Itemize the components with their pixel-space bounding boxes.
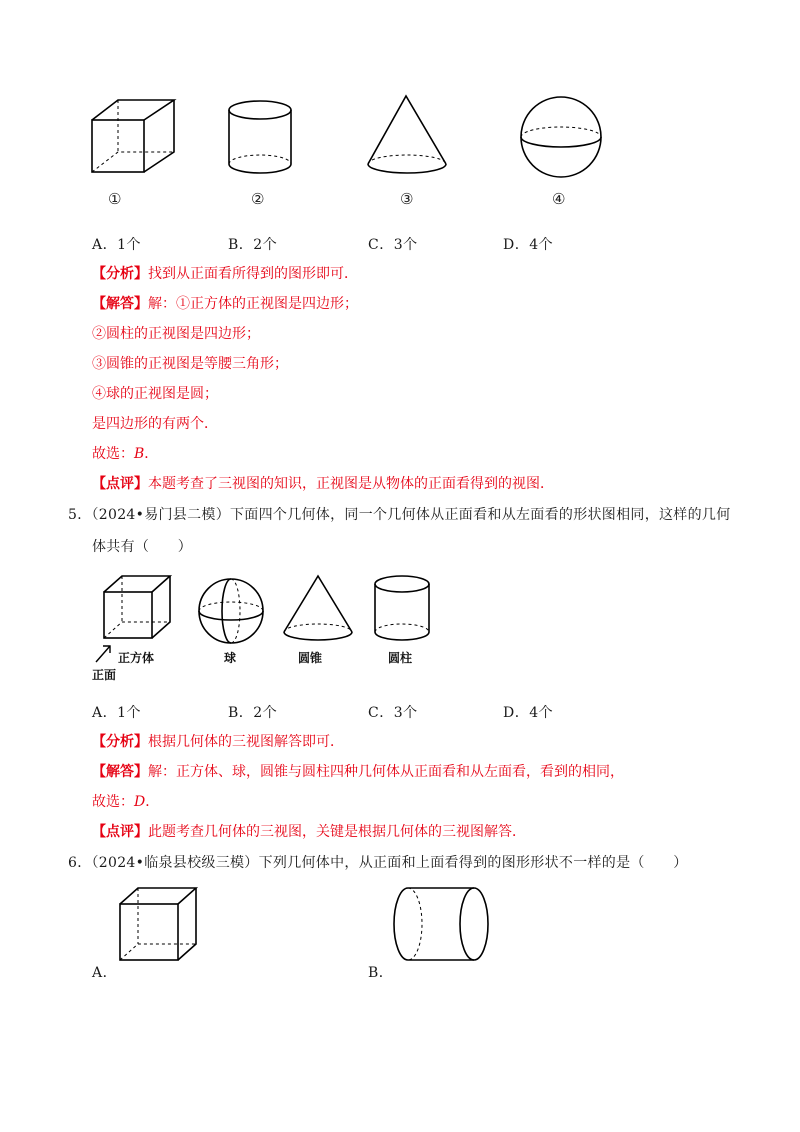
cube-figure-1 [88,96,184,178]
q5-option-a: A．1个 [92,705,142,721]
comment-text: 此题考查几何体的三视图，关键是根据几何体的三视图解答． [148,824,526,840]
q6-option-b: B． [368,965,394,981]
q4-choice [92,444,158,464]
cone-figure-3 [364,92,450,178]
figure-label-4: ④ [552,190,566,208]
q6-horizontal-cylinder-figure [390,882,494,966]
label-cube: 正方体 [118,651,155,665]
answer-tag: 【解答】 [92,764,148,780]
label-front: 正面 [92,668,117,682]
q4-option-a: A．1个 [92,237,142,253]
q4-answer-line-4: ④球的正视图是圆； [92,386,218,402]
q5-cube-figure [98,572,178,642]
comment-text: 本题考查了三视图的知识，正视图是从物体的正面看得到的视图． [148,476,554,492]
analysis-tag: 【分析】 [92,266,148,282]
q6-stem: 6．（2024•临泉县校级三模）下列几何体中，从正面和上面看得到的图形形状不一样的是（ ） [68,855,688,871]
answer-text: 解：①正方体的正视图是四边形； [148,296,358,312]
label-sphere: 球 [224,651,237,665]
choice-suffix: ． [145,794,160,810]
q4-analysis [92,264,358,284]
answer-text: 解：正方体、球，圆锥与圆柱四种几何体从正面看和从左面看，看到的相同， [148,764,624,780]
q5-comment [92,822,526,842]
figure-label-2: ② [251,190,265,208]
comment-tag: 【点评】 [92,824,148,840]
q4-option-c: C．3个 [368,237,418,253]
q6-cube-figure [114,884,214,964]
q4-option-b: B．2个 [228,237,278,253]
q5-option-d: D．4个 [503,705,554,721]
choice-letter: D [134,794,146,810]
q4-comment [92,474,554,494]
q5-cone-figure [280,572,356,646]
comment-tag: 【点评】 [92,476,148,492]
q5-analysis [92,732,344,752]
choice-prefix: 故选： [92,794,134,810]
answer-tag: 【解答】 [92,296,148,312]
cylinder-figure-2 [224,96,300,178]
q4-answer-line-1 [92,294,358,314]
q5-choice [92,792,159,812]
q5-sphere-figure [196,576,266,646]
q5-cylinder-figure [370,572,434,646]
q4-answer-line-3: ③圆锥的正视图是等腰三角形； [92,356,288,372]
analysis-text: 根据几何体的三视图解答即可． [148,734,344,750]
q6-option-a: A． [92,965,118,981]
q5-option-b: B．2个 [228,705,278,721]
choice-suffix: ． [144,446,159,462]
figure-label-1: ① [108,190,122,208]
choice-prefix: 故选： [92,446,134,462]
analysis-tag: 【分析】 [92,734,148,750]
analysis-text: 找到从正面看所得到的图形即可． [148,266,358,282]
figure-label-3: ③ [400,190,414,208]
label-cylinder: 圆柱 [388,651,413,665]
label-cone: 圆锥 [298,651,323,665]
q5-option-c: C．3个 [368,705,418,721]
q4-answer-line-2: ②圆柱的正视图是四边形； [92,326,260,342]
choice-letter: B [134,446,145,462]
q5-stem-line-2: 体共有（ ） [92,539,193,555]
q4-option-d: D．4个 [503,237,554,253]
q5-front-arrow [92,640,116,666]
q4-answer-line-5: 是四边形的有两个． [92,416,218,432]
q5-answer [92,762,624,782]
q5-stem-line-1: 5．（2024•易门县二模）下面四个几何体，同一个几何体从正面看和从左面看的形状图相同，这样的几何 [68,507,731,523]
sphere-figure-4 [516,94,606,180]
